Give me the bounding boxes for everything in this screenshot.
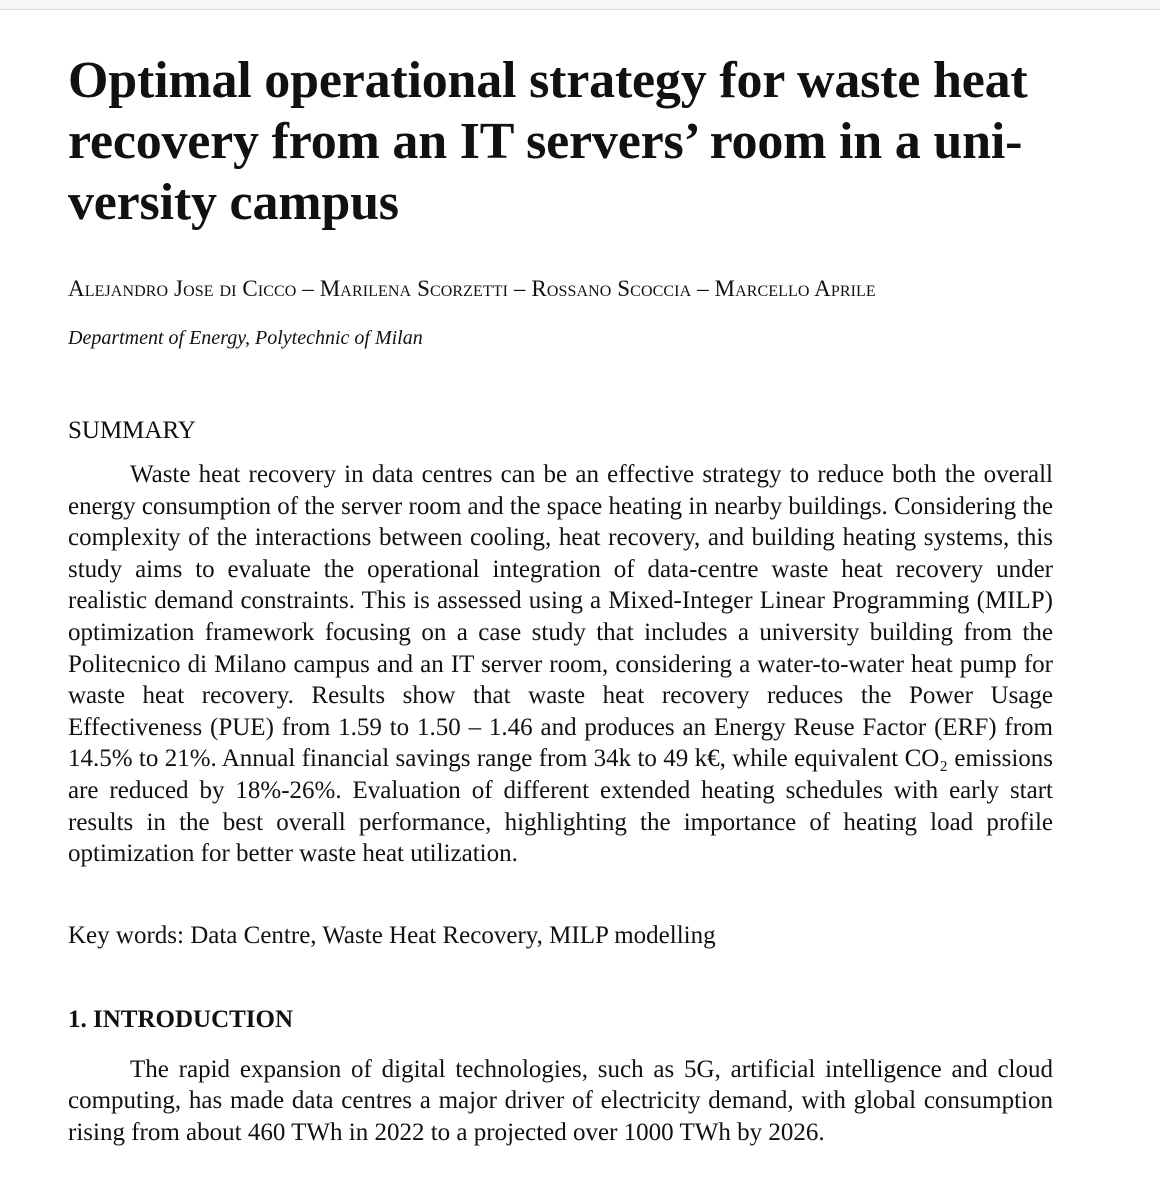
author-affiliation: Department of Energy, Polytechnic of Milan (68, 327, 423, 349)
keywords-line: Key words: Data Centre, Waste Heat Recovery, MILP modelling (68, 921, 716, 949)
paper-page (68, 50, 1053, 1200)
viewer-top-edge (0, 0, 1160, 10)
introduction-paragraph: The rapid expansion of digital technologies, such as 5G, artificial intelligence and cloud computing, has made data centres a major driver of electricity demand, with global consumption rising from about 460 TWh in 2022 to a projected over 1000 TWh by 2026. (68, 1055, 1053, 1146)
summary-paragraph: Waste heat recovery in data centres can be an effective strategy to reduce both the overall energy consumption of the server room and the space heating in nearby buildings. Considering the complexity of the interactions between cooling, heat recovery, and building heating systems, this study aims to evaluate the operational integration of data-centre waste heat recovery under realistic demand constraints. This is assessed using a Mixed-Integer Linear Programming (MILP) optimization framework focusing on a case study that includes a university building from the Politecnico di Milano campus and an IT server room, considering a water-to-water heat pump for waste heat recovery. Results show that waste heat recovery reduces the Power Usage Effectiveness (PUE) from 1.59 to 1.50 – 1.46 and produces an Energy Reuse Factor (ERF) from 14.5% to 21%. Annual financial savings range from 34k to 49 k€, while equivalent CO₂ emissions are reduced by 18%-26%. Evaluation of different extended heating schedules with early start results in the best overall performance, highlighting the importance of heating load profile optimization for better waste heat utilization. (68, 461, 1053, 868)
section-heading-introduction: 1. INTRODUCTION (68, 1005, 294, 1033)
paper-title: Optimal operational strategy for waste heat recovery from an IT servers’ room in a university campus (68, 52, 1028, 231)
summary-heading: SUMMARY (68, 417, 196, 444)
author-list: Alejandro Jose di Cicco – Marilena Scorzetti – Rossano Scoccia – Marcello Aprile (68, 276, 876, 301)
